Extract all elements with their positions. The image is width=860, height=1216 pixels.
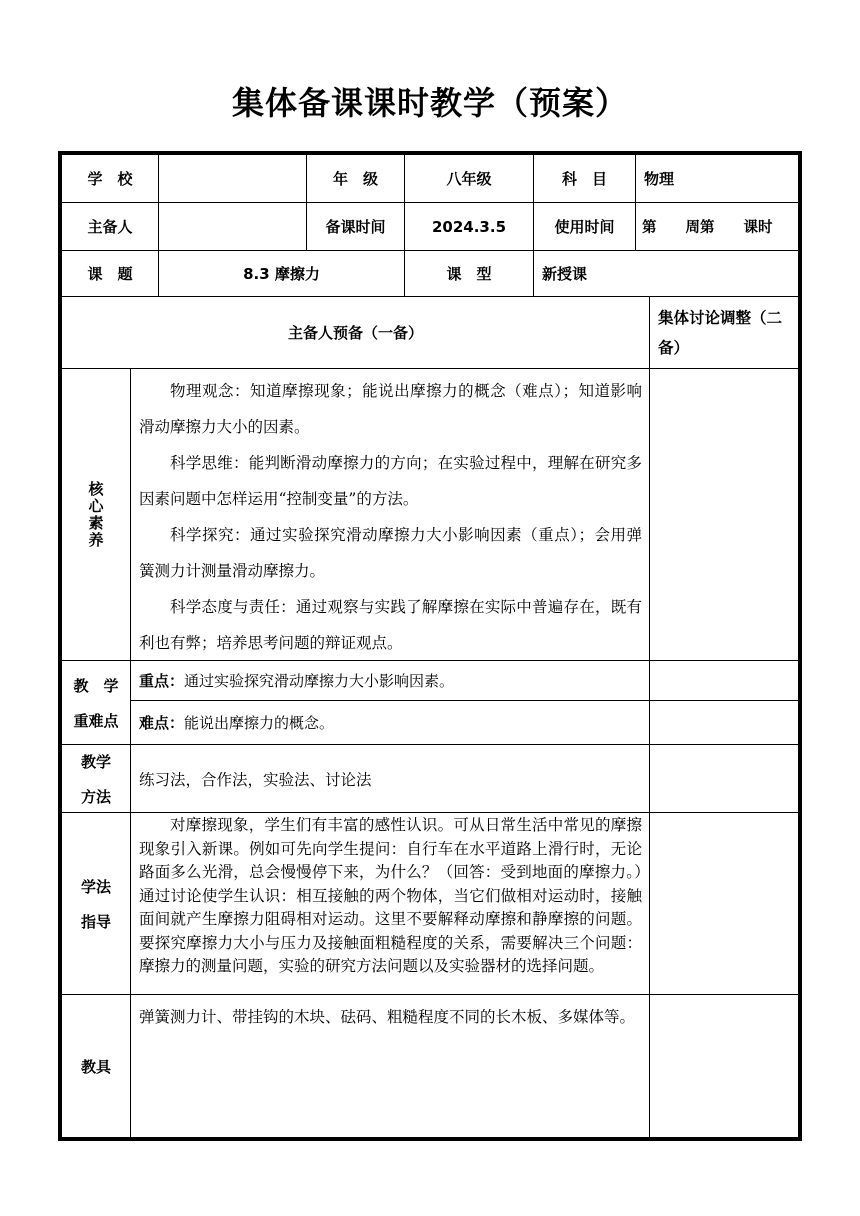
school-value [159, 155, 307, 203]
type-label: 课 型 [405, 251, 534, 297]
focus-cell [131, 661, 650, 701]
preparer-value [159, 203, 307, 251]
method-label-cell [62, 745, 131, 813]
subject-value: 物理 [636, 155, 798, 203]
lesson-plan-table [61, 154, 799, 1138]
type-value: 新授课 [534, 251, 798, 297]
key-points-label-line2: 重难点 [73, 711, 119, 730]
key-points-label-line1: 教 学 [73, 676, 119, 695]
topic-label: 课 题 [62, 251, 159, 297]
difficulty-text: 能说出摩擦力的概念。 [184, 714, 335, 732]
guide-label-cell [62, 813, 131, 995]
focus-label: 重点： [139, 672, 185, 690]
group-adjust-header: 集体讨论调整（二备） [650, 297, 798, 369]
guide-adjust-cell [650, 813, 798, 995]
method-label-line2: 方法 [80, 787, 111, 806]
main-prep-header: 主备人预备（一备） [62, 297, 650, 369]
method-text: 练习法，合作法，实验法、讨论法 [131, 745, 650, 813]
core-literacy-label-cell [62, 369, 131, 661]
difficulty-cell [131, 701, 650, 745]
key-points-label-cell [62, 661, 131, 745]
tools-label: 教具 [62, 995, 131, 1137]
focus-text: 通过实验探究滑动摩擦力大小影响因素。 [184, 672, 455, 690]
prep-time-label: 备课时间 [307, 203, 405, 251]
method-adjust-cell [650, 745, 798, 813]
preparer-label: 主备人 [62, 203, 159, 251]
school-label: 学 校 [62, 155, 159, 203]
core-paragraph: 科学态度与责任：通过观察与实践了解摩擦在实际中普遍存在，既有利也有弊；培养思考问题的辩证观点。 [139, 598, 642, 652]
use-time-value: 第 周第 课时 [636, 203, 798, 251]
guide-content [131, 813, 650, 995]
method-label-line1: 教学 [80, 752, 111, 771]
tools-text: 弹簧测力计、带挂钩的木块、砝码、粗糙程度不同的长木板、多媒体等。 [139, 1008, 636, 1026]
use-time-label: 使用时间 [534, 203, 636, 251]
subject-label: 科 目 [534, 155, 636, 203]
core-adjust-cell [650, 369, 798, 661]
core-paragraph: 科学思维：能判断滑动摩擦力的方向；在实验过程中，理解在研究多因素问题中怎样运用“控制变量”的方法。 [139, 454, 642, 508]
core-paragraph: 科学探究：通过实验探究滑动摩擦力大小影响因素（重点）；会用弹簧测力计测量滑动摩擦力。 [139, 526, 642, 580]
core-paragraph: 物理观念：知道摩擦现象；能说出摩擦力的概念（难点）；知道影响滑动摩擦力大小的因素。 [139, 382, 642, 436]
grade-label: 年 级 [307, 155, 405, 203]
guide-text: 对摩擦现象，学生们有丰富的感性认识。可从日常生活中常见的摩擦现象引入新课。例如可先向学生提问：自行车在水平道路上滑行时，无论路面多么光滑，总会慢慢停下来，为什么？（回答：受到地面的摩擦力。）通过讨论使学生认识：相互接触的两个物体，当它们做相对运动时，接触面间就产生摩擦力阻碍相对运动。这里不要解释动摩擦和静摩擦的问题。要探究摩擦力大小与压力及接触面粗糙程度的关系，需要解决三个问题：摩擦力的测量问题，实验的研究方法问题以及实验器材的选择问题。 [139, 816, 642, 975]
difficulty-adjust-cell [650, 701, 798, 745]
difficulty-label: 难点： [139, 714, 185, 732]
guide-label-line2: 指导 [80, 912, 111, 931]
page-title: 集体备课课时教学（预案） [231, 84, 628, 122]
grade-value: 八年级 [405, 155, 534, 203]
prep-time-value: 2024.3.5 [405, 203, 534, 251]
core-literacy-content [131, 369, 650, 661]
focus-adjust-cell [650, 661, 798, 701]
tools-adjust-cell [650, 995, 798, 1137]
guide-label-line1: 学法 [80, 877, 111, 896]
topic-value: 8.3 摩擦力 [159, 251, 405, 297]
tools-content [131, 995, 650, 1137]
core-literacy-label: 核心素养 [86, 480, 105, 549]
